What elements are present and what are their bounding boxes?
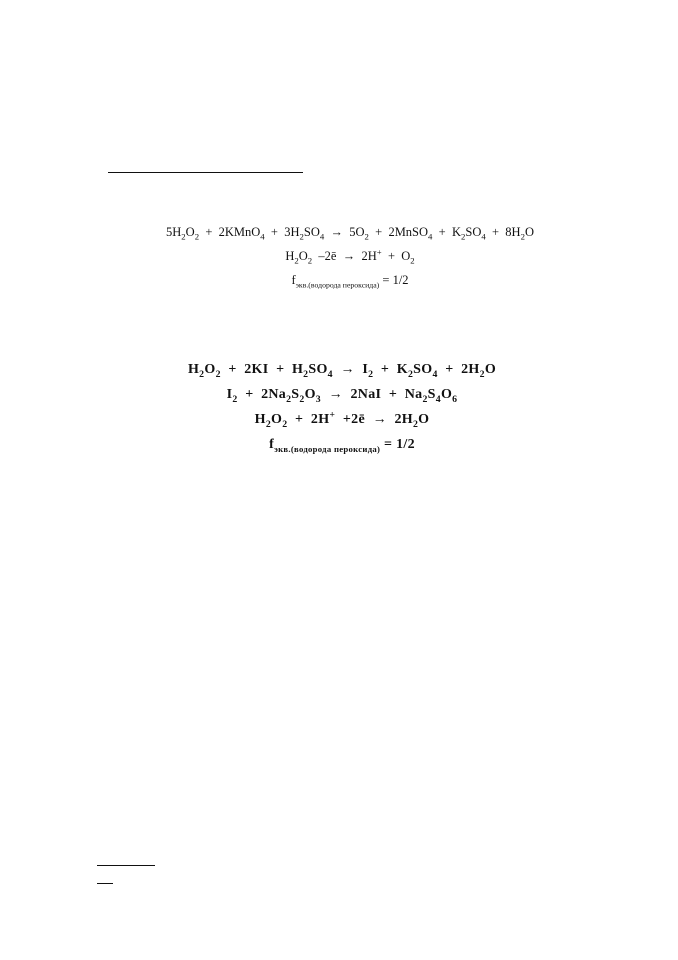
factor-subscript: экв.(водорода пероксида) (295, 280, 380, 290)
factor-symbol: f (269, 437, 275, 452)
equation-peroxide-reduction-half: $H_2O_2 + 2H^+$ +2ē → $2H_2O$ (254, 409, 430, 430)
factor-value: = 1/2 (379, 273, 409, 287)
equation-thiosulfate-titration: $I_2 + 2Na_2S_2O_3 \to 2NaI + Na_2S_4O_6$ (226, 387, 458, 405)
equation-iodide-reaction: $H_2O_2 + 2KI + H_2SO_4 \to I_2 + K_2SO_4 + 2H_2O$ (187, 362, 497, 380)
footnote-separator (97, 865, 155, 866)
permanganate-equations (140, 220, 560, 292)
factor-value: = 1/2 (380, 437, 415, 452)
equation-permanganate-reaction: $5H_2O_2$ + 2KMnO$_4$ + $3H_2SO_4 \to 5O_2$ + 2MnSO$_4$ + $K_2SO_4 + 8H_2O$ (166, 225, 534, 242)
factor-symbol: f (291, 273, 296, 287)
factor-subscript: экв.(водорода пероксида) (274, 443, 381, 454)
section-underline (108, 172, 303, 173)
equation-peroxide-oxidation-half: $H_2O_2$ –2ē → $2H^+ + O_2$ (285, 246, 415, 266)
equation-equivalence-factor-1 (140, 268, 560, 292)
footnote-mark-underline (97, 883, 113, 884)
iodometry-equations (150, 357, 534, 457)
equation-equivalence-factor-2 (150, 432, 534, 457)
